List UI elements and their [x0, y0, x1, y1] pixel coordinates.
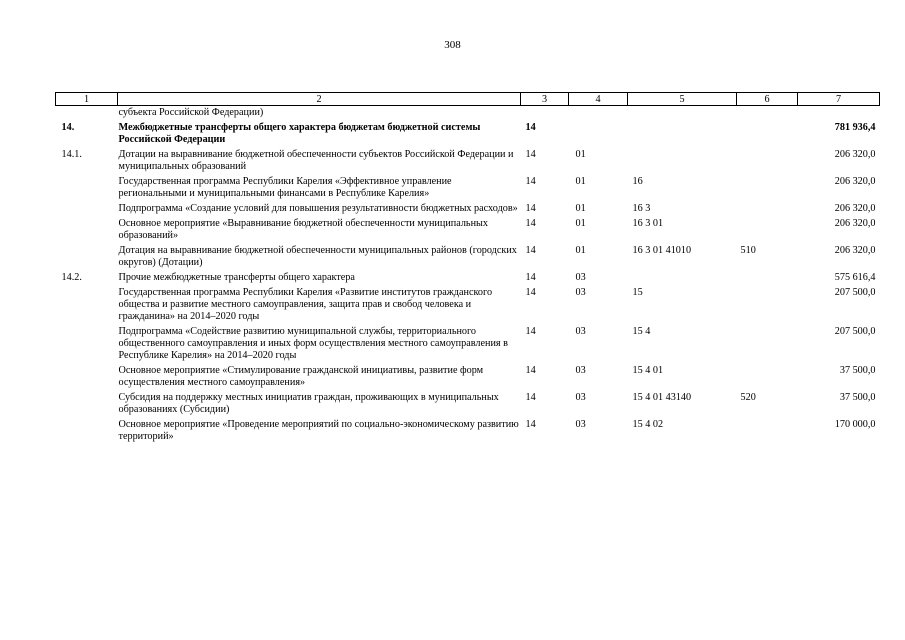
- row-name: Подпрограмма «Содействие развитию муниципальной службы, территориального общественного самоуправления и иных форм осуществления местного самоуправления в Республике Карелия» на 2014–2020 годы: [118, 326, 508, 361]
- table-row: [56, 364, 880, 391]
- expense-type-code: 510: [740, 245, 756, 256]
- row-amount: 206 320,0: [834, 203, 876, 214]
- row-number: [56, 217, 118, 244]
- row-number: [56, 202, 118, 217]
- row-number: 14.2.: [61, 272, 82, 283]
- row-amount: [798, 106, 880, 122]
- row-name: Подпрограмма «Создание условий для повышения результативности бюджетных расходов»: [118, 203, 518, 214]
- expense-type-code: [737, 286, 798, 325]
- section-code: 14: [525, 245, 536, 256]
- row-number: [56, 418, 118, 445]
- row-number: 14.1.: [61, 149, 82, 160]
- expense-type-code: [737, 148, 798, 175]
- target-article-code: 15 4 02: [632, 419, 664, 430]
- row-amount: 206 320,0: [834, 149, 876, 160]
- subsection-code: 01: [575, 218, 586, 229]
- row-name: Дотации на выравнивание бюджетной обеспеченности субъектов Российской Федерации и муниципальных образований: [118, 149, 514, 172]
- table-row: [56, 148, 880, 175]
- header-cell-6: 6: [737, 93, 798, 106]
- target-article-code: 15 4 01: [632, 365, 664, 376]
- expense-type-code: [737, 202, 798, 217]
- section-code: 14: [525, 203, 536, 214]
- row-name: Основное мероприятие «Проведение мероприятий по социально-экономическому развитию территорий»: [118, 419, 519, 442]
- section-code: 14: [525, 419, 536, 430]
- header-cell-7: 7: [798, 93, 880, 106]
- subsection-code: 01: [575, 245, 586, 256]
- table-row: [56, 202, 880, 217]
- row-amount: 37 500,0: [839, 392, 876, 403]
- table-row: [56, 286, 880, 325]
- target-article-code: 16: [632, 176, 643, 187]
- section-code: 14: [525, 392, 536, 403]
- row-name: Государственная программа Республики Карелия «Эффективное управление региональными и муниципальными финансами в Республике Карелия»: [118, 176, 452, 199]
- expense-type-code: [737, 217, 798, 244]
- header-cell-5: 5: [628, 93, 737, 106]
- target-article-code: [628, 148, 737, 175]
- expense-type-code: [737, 325, 798, 364]
- target-article-code: 15 4 01 43140: [632, 392, 692, 403]
- subsection-code: 03: [575, 287, 586, 298]
- row-number: [56, 106, 118, 122]
- row-number: [56, 244, 118, 271]
- table-row: [56, 175, 880, 202]
- row-number: [56, 325, 118, 364]
- table-row: [56, 217, 880, 244]
- row-name: Межбюджетные трансферты общего характера бюджетам бюджетной системы Российской Федерации: [118, 122, 481, 145]
- header-cell-3: 3: [521, 93, 569, 106]
- row-number: [56, 391, 118, 418]
- subsection-code: 01: [575, 149, 586, 160]
- row-number: [56, 286, 118, 325]
- row-name: Субсидия на поддержку местных инициатив граждан, проживающих в муниципальных образованиях (Субсидии): [118, 392, 499, 415]
- target-article-code: 16 3: [632, 203, 651, 214]
- section-code: 14: [525, 272, 536, 283]
- subsection-code: 03: [575, 365, 586, 376]
- row-amount: 206 320,0: [834, 218, 876, 229]
- row-name: Государственная программа Республики Карелия «Развитие институтов гражданского общества и развитие местного самоуправления, защита прав и свобод человека и гражданина» на 2014–2020 годы: [118, 287, 493, 322]
- section-code: 14: [525, 176, 536, 187]
- row-amount: 206 320,0: [834, 245, 876, 256]
- expense-type-code: [737, 106, 798, 122]
- row-number: [56, 175, 118, 202]
- row-name: Основное мероприятие «Выравнивание бюджетной обеспеченности муниципальных образований»: [118, 218, 488, 241]
- table-row: [56, 271, 880, 286]
- expense-type-code: [737, 364, 798, 391]
- page-number: 308: [444, 39, 461, 51]
- header-cell-1: 1: [56, 93, 118, 106]
- row-amount: 207 500,0: [834, 287, 876, 298]
- row-amount: 575 616,4: [834, 272, 876, 283]
- table-row: [56, 106, 880, 122]
- budget-table: [55, 92, 880, 445]
- row-name: Основное мероприятие «Стимулирование гражданской инициативы, развитие форм осуществления местного самоуправления»: [118, 365, 484, 388]
- subsection-code: [569, 106, 628, 122]
- section-code: 14: [525, 218, 536, 229]
- subsection-code: 03: [575, 326, 586, 337]
- row-amount: 170 000,0: [834, 419, 876, 430]
- row-amount: 207 500,0: [834, 326, 876, 337]
- header-row: [56, 93, 880, 106]
- target-article-code: [628, 271, 737, 286]
- subsection-code: 01: [575, 203, 586, 214]
- table-body: [56, 106, 880, 446]
- expense-type-code: [737, 121, 798, 148]
- table-row: [56, 391, 880, 418]
- table-row: [56, 418, 880, 445]
- section-code: 14: [525, 365, 536, 376]
- header-cell-4: 4: [569, 93, 628, 106]
- row-number: [56, 364, 118, 391]
- target-article-code: [628, 121, 737, 148]
- subsection-code: 03: [575, 419, 586, 430]
- section-code: 14: [525, 287, 536, 298]
- row-amount: 781 936,4: [834, 122, 876, 133]
- row-name: Дотация на выравнивание бюджетной обеспеченности муниципальных районов (городских округов) (Дотации): [118, 245, 517, 268]
- table-row: [56, 121, 880, 148]
- target-article-code: 15: [632, 287, 643, 298]
- target-article-code: 16 3 01 41010: [632, 245, 692, 256]
- subsection-code: 03: [575, 272, 586, 283]
- subsection-code: [569, 121, 628, 148]
- section-code: 14: [525, 149, 536, 160]
- target-article-code: 15 4: [632, 326, 651, 337]
- section-code: 14: [525, 122, 536, 133]
- table-row: [56, 244, 880, 271]
- subsection-code: 03: [575, 392, 586, 403]
- row-name: Прочие межбюджетные трансферты общего характера: [118, 272, 355, 283]
- expense-type-code: [737, 175, 798, 202]
- target-article-code: [628, 106, 737, 122]
- subsection-code: 01: [575, 176, 586, 187]
- expense-type-code: 520: [740, 392, 756, 403]
- row-amount: 37 500,0: [839, 365, 876, 376]
- header-cell-2: 2: [118, 93, 521, 106]
- row-name: субъекта Российской Федерации): [118, 107, 264, 118]
- section-code: 14: [525, 326, 536, 337]
- row-amount: 206 320,0: [834, 176, 876, 187]
- expense-type-code: [737, 418, 798, 445]
- expense-type-code: [737, 271, 798, 286]
- section-code: [521, 106, 569, 122]
- target-article-code: 16 3 01: [632, 218, 664, 229]
- row-number: 14.: [61, 122, 75, 133]
- table-row: [56, 325, 880, 364]
